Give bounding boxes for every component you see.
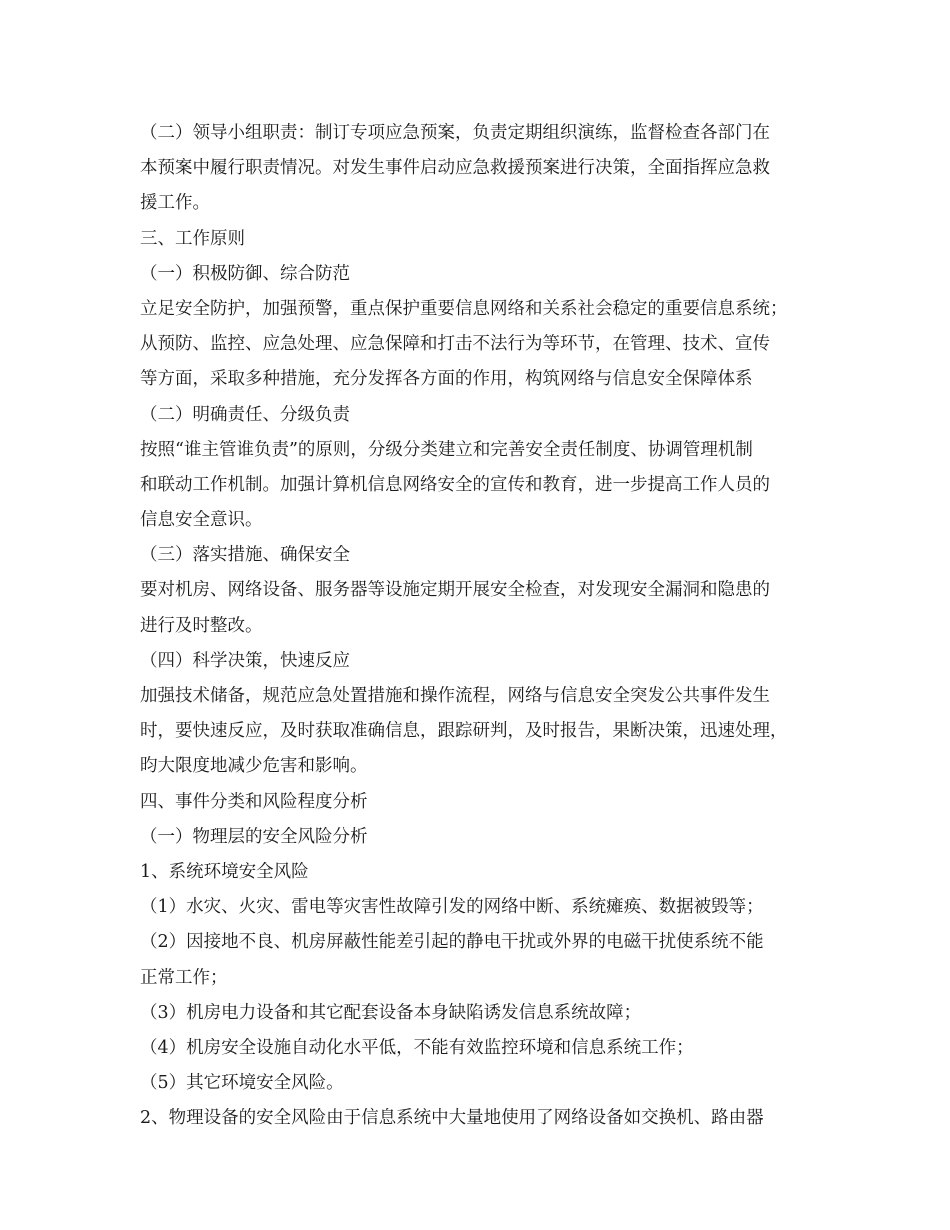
subsection-heading: （四）科学决策，快速反应 (140, 650, 350, 671)
list-item: （5）其它环境安全风险。 (140, 1073, 344, 1094)
paragraph-line: 从预防、监控、应急处理、应急保障和打击不法行为等环节，在管理、技术、宣传 (140, 334, 770, 355)
paragraph-line: 加强技术储备，规范应急处置措施和操作流程，网络与信息安全突发公共事件发生 (140, 686, 770, 706)
list-item: （3）机房电力设备和其它配套设备本身缺陷诱发信息系统故障； (140, 1002, 642, 1023)
paragraph-line: 等方面，采取多种措施，充分发挥各方面的作用，构筑网络与信息安全保障体系 (140, 369, 753, 390)
paragraph-line: 要对机房、网络设备、服务器等设施定期开展安全检查，对发现安全漏洞和隐患的 (140, 580, 770, 601)
list-item: （1）水灾、火灾、雷电等灾害性故障引发的网络中断、系统瘫痪、数据被毁等； (140, 897, 764, 918)
paragraph-line: 本预案中履行职责情况。对发生事件启动应急救援预案进行决策，全面指挥应急救 (140, 158, 770, 179)
section-heading: 四、事件分类和风险程度分析 (140, 791, 368, 812)
list-item: （2）因接地不良、机房屏蔽性能差引起的静电干扰或外界的电磁干扰使系统不能 (140, 932, 764, 953)
paragraph-line: 援工作。 (140, 193, 210, 214)
section-heading: 三、工作原则 (140, 228, 245, 249)
paragraph-line: 和联动工作机制。加强计算机信息网络安全的宣传和教育，进一步提高工作人员的 (140, 474, 770, 495)
paragraph-line: 时，要快速反应，及时获取准确信息，跟踪研判，及时报告，果断决策，迅速处理， (140, 721, 788, 742)
paragraph-line: 昀大限度地减少危害和影响。 (140, 756, 368, 777)
paragraph-line: 按照“谁主管谁负责”的原则，分级分类建立和完善安全责任制度、协调管理机制 (140, 439, 753, 460)
list-item-continuation: 正常工作； (140, 967, 228, 988)
subsection-heading: （三）落实措施、确保安全 (140, 545, 350, 566)
subsection-heading: （二）明确责任、分级负责 (140, 404, 350, 425)
document-body (140, 116, 840, 1136)
paragraph-line: 信息安全意识。 (140, 510, 263, 531)
subsection-heading: （一）物理层的安全风险分析 (140, 826, 368, 847)
list-heading: 2、物理设备的安全风险由于信息系统中大量地使用了网络设备如交换机、路由器 (140, 1108, 764, 1129)
list-item: （4）机房安全设施自动化水平低，不能有效监控环境和信息系统工作； (140, 1037, 694, 1058)
paragraph-line: 进行及时整改。 (140, 615, 263, 636)
paragraph-line: （二）领导小组职责：制订专项应急预案，负责定期组织演练，监督检查各部门在 (140, 123, 770, 143)
subsection-heading: （一）积极防御、综合防范 (140, 263, 350, 284)
paragraph-line: 立足安全防护，加强预警，重点保护重要信息网络和关系社会稳定的重要信息系统； (140, 298, 788, 319)
list-heading: 1、系统环境安全风险 (140, 861, 309, 882)
